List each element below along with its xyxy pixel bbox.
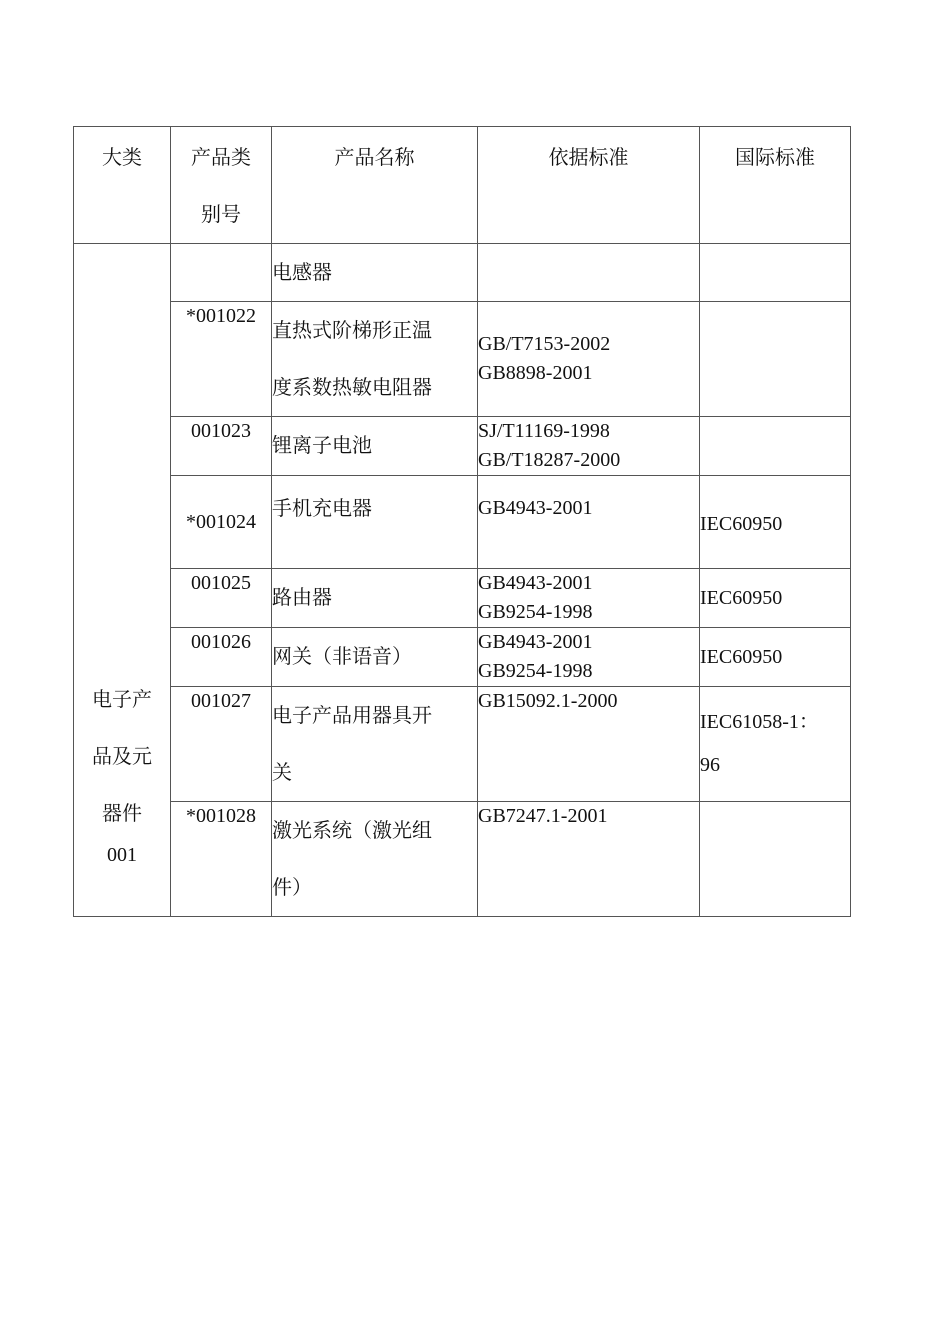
basis-standard: SJ/T11169-1998 GB/T18287-2000 [478,417,700,476]
product-code: 001023 [171,417,272,476]
header-row [74,127,851,244]
header-product-name: 产品名称 [272,127,478,244]
table-row [74,302,851,417]
product-name: 直热式阶梯形正温 度系数热敏电阻器 [272,302,478,417]
table-row [74,244,851,302]
basis-standard: GB15092.1-2000 [478,687,700,802]
basis-standard: GB4943-2001 GB9254-1998 [478,628,700,687]
product-code: *001028 [171,802,272,917]
product-name: 锂离子电池 [272,417,478,476]
basis-standard: GB4943-2001 GB9254-1998 [478,569,700,628]
product-name: 路由器 [272,569,478,628]
table-row [74,476,851,569]
header-major-class: 大类 [74,127,171,244]
table-row [74,802,851,917]
table-row [74,569,851,628]
product-name: 手机充电器 [272,476,478,569]
product-code: *001024 [171,476,272,569]
basis-standard: GB/T7153-2002 GB8898-2001 [478,302,700,417]
product-code: *001022 [171,302,272,417]
product-name: 激光系统（激光组 件） [272,802,478,917]
product-code: 001026 [171,628,272,687]
international-standard: IEC60950 [700,628,851,687]
product-code [171,244,272,302]
category-cell: 电子产 品及元 器件 001 [74,244,171,917]
product-code: 001025 [171,569,272,628]
basis-standard: GB7247.1-2001 [478,802,700,917]
international-standard: IEC60950 [700,569,851,628]
international-standard [700,417,851,476]
product-name: 电感器 [272,244,478,302]
header-international-standard: 国际标准 [700,127,851,244]
table-row [74,628,851,687]
header-basis-standard: 依据标准 [478,127,700,244]
international-standard: IEC60950 [700,476,851,569]
international-standard [700,302,851,417]
table-row [74,687,851,802]
basis-standard [478,244,700,302]
product-standards-table [73,126,851,917]
international-standard: IEC61058-1： 96 [700,687,851,802]
product-name: 网关（非语音） [272,628,478,687]
international-standard [700,802,851,917]
product-code: 001027 [171,687,272,802]
product-name: 电子产品用器具开 关 [272,687,478,802]
table-row [74,417,851,476]
basis-standard: GB4943-2001 [478,476,700,569]
header-product-code: 产品类 别号 [171,127,272,244]
international-standard [700,244,851,302]
